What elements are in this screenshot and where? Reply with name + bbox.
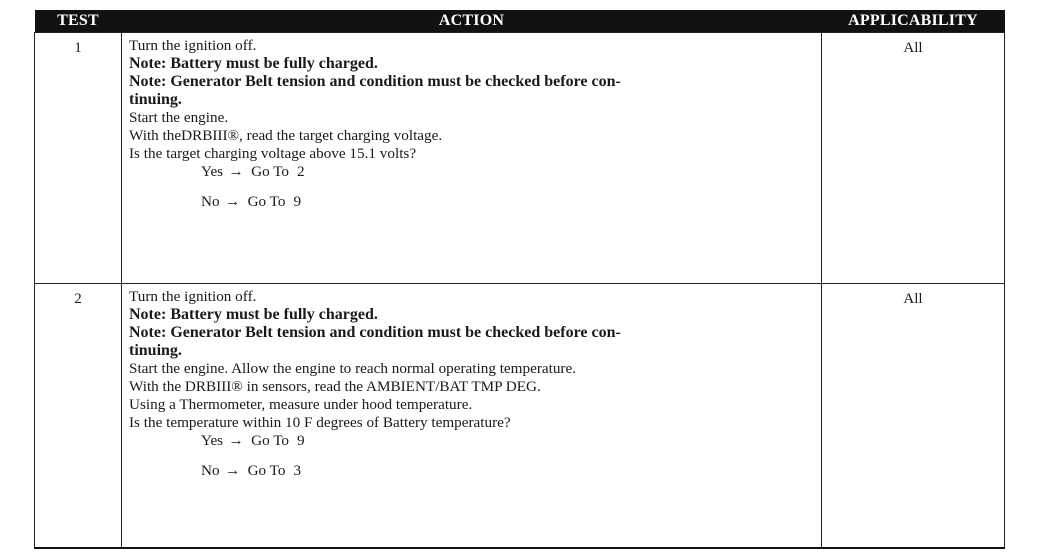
goto-label: Go To — [247, 462, 286, 479]
action-step: With the DRBIII® in sensors, read the AMBIENT/BAT TMP DEG. — [129, 378, 541, 395]
action-step: Start the engine. — [129, 109, 229, 126]
right-arrow-icon: → — [224, 462, 241, 479]
branch-yes — [129, 163, 813, 181]
applicability-value: All — [822, 33, 1005, 284]
applicability-value: All — [822, 284, 1005, 549]
test-number: 2 — [35, 284, 122, 549]
test-row — [35, 284, 1005, 549]
header-row — [35, 10, 1005, 33]
goto-target: 9 — [293, 193, 302, 210]
branch-answer: Yes — [201, 432, 224, 449]
action-cell — [122, 33, 822, 284]
action-step: Using a Thermometer, measure under hood temperature. — [129, 396, 473, 413]
test-row — [35, 33, 1005, 284]
diagnostic-test-table — [34, 10, 1005, 549]
goto-target: 9 — [297, 432, 305, 449]
goto-label: Go To — [247, 193, 286, 210]
goto-label: Go To — [251, 432, 290, 449]
diagnostic-test-document — [34, 10, 1004, 549]
action-step: Turn the ignition off. — [129, 37, 257, 54]
branch-answer: No — [201, 462, 220, 479]
right-arrow-icon: → — [228, 163, 244, 180]
branch-yes — [129, 432, 813, 450]
branch-no — [129, 193, 813, 211]
action-note: tinuing. — [129, 342, 182, 359]
goto-target: 3 — [293, 462, 302, 479]
action-step: With theDRBIII®, read the target charging voltage. — [129, 127, 443, 144]
action-cell — [122, 284, 822, 549]
action-note: Note: Generator Belt tension and condition must be checked before con- — [129, 324, 621, 341]
header-action: ACTION — [122, 10, 822, 33]
branch-answer: No — [201, 193, 220, 210]
header-test: TEST — [35, 10, 122, 33]
action-note: tinuing. — [129, 91, 182, 108]
branch-no — [129, 462, 813, 480]
right-arrow-icon: → — [224, 193, 241, 210]
branch-answer: Yes — [201, 163, 224, 180]
goto-target: 2 — [297, 163, 305, 180]
action-note: Note: Battery must be fully charged. — [129, 306, 378, 323]
right-arrow-icon: → — [228, 432, 244, 449]
action-question: Is the target charging voltage above 15.1 volts? — [129, 145, 417, 162]
action-note: Note: Battery must be fully charged. — [129, 55, 378, 72]
goto-label: Go To — [251, 163, 290, 180]
action-note: Note: Generator Belt tension and condition must be checked before con- — [129, 73, 621, 90]
header-applicability: APPLICABILITY — [822, 10, 1005, 33]
test-number: 1 — [35, 33, 122, 284]
action-question: Is the temperature within 10 F degrees of Battery temperature? — [129, 414, 511, 431]
action-step: Turn the ignition off. — [129, 288, 257, 305]
action-step: Start the engine. Allow the engine to reach normal operating temperature. — [129, 360, 577, 377]
